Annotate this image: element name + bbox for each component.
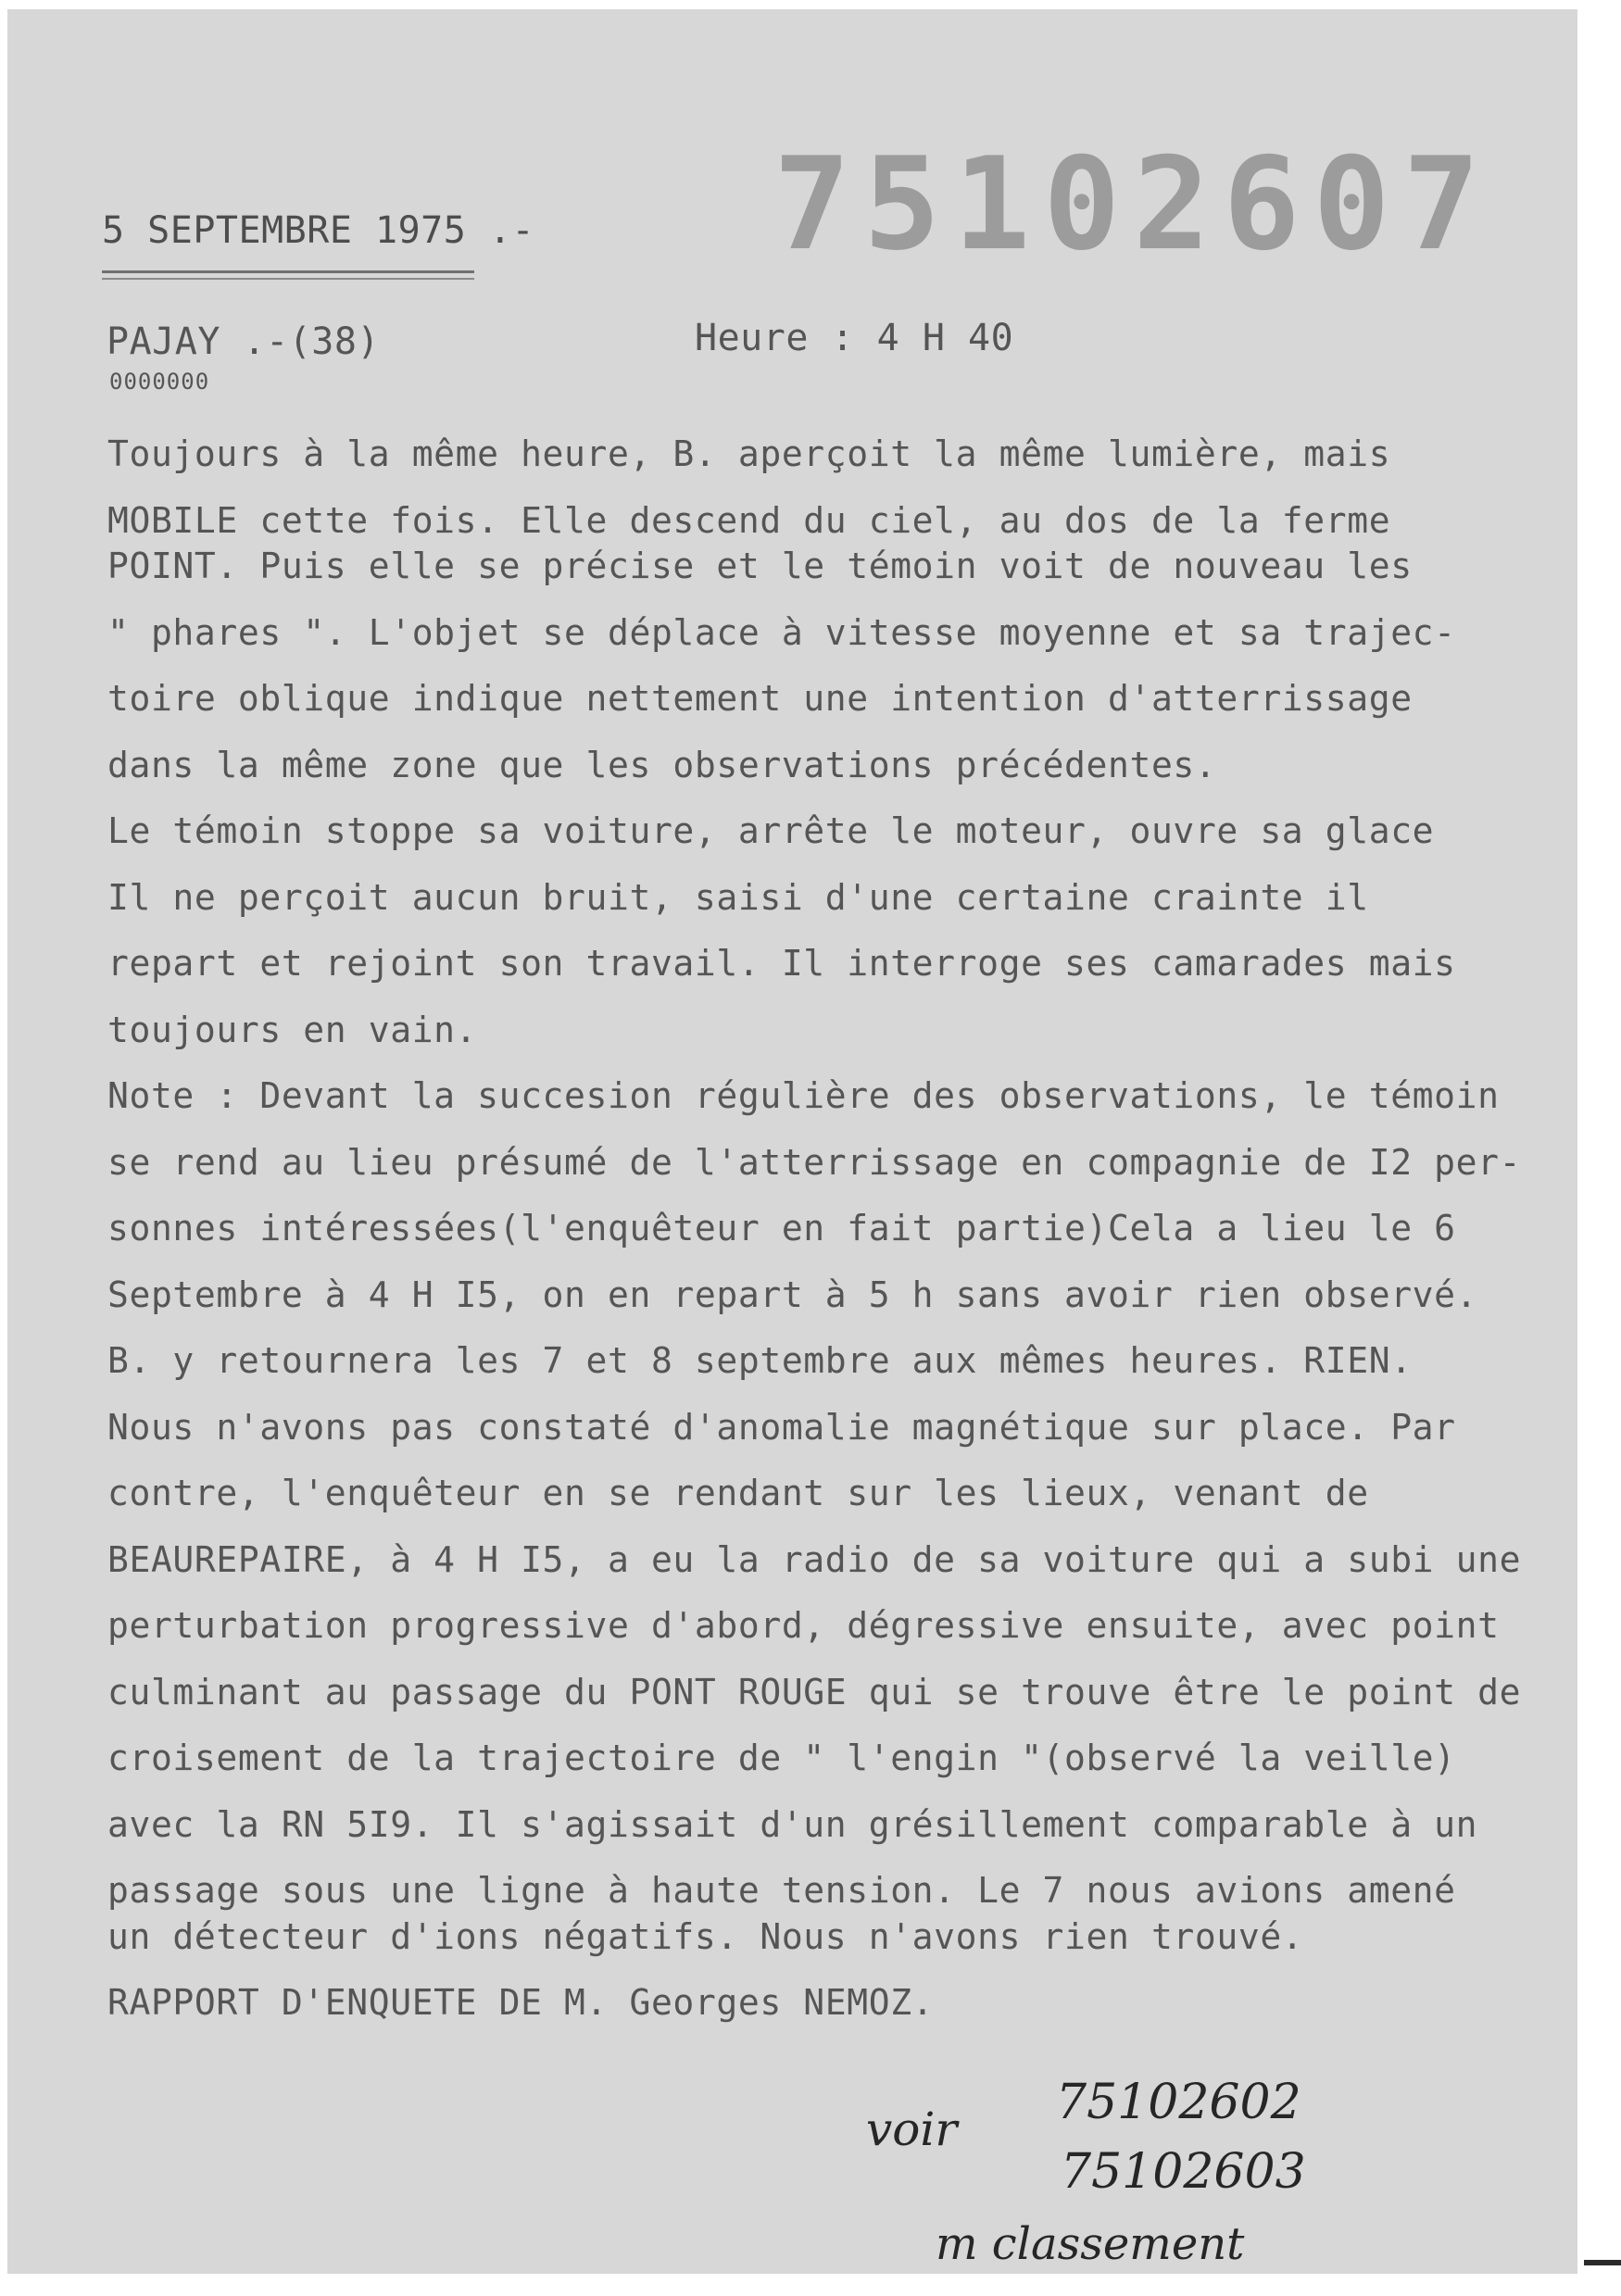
body-line: Septembre à 4 H I5, on en repart à 5 h sans avoir rien observé. (107, 1273, 1478, 1315)
page-margin (1577, 9, 1621, 2296)
body-line: avec la RN 5I9. Il s'agissait d'un grésillement comparable à un (107, 1803, 1478, 1845)
handwritten-reference-2: 75102603 (1061, 2144, 1306, 2200)
body-line: passage sous une ligne à haute tension. Le 7 nous avions amené (107, 1870, 1456, 1911)
corner-mark (1584, 2260, 1621, 2265)
location-underline: 0000000 (109, 369, 210, 395)
body-line: culminant au passage du PONT ROUGE qui se trouve être le point de (107, 1671, 1522, 1713)
body-line: POINT. Puis elle se précise et le témoin voit de nouveau les (107, 546, 1413, 586)
report-body (107, 421, 1534, 2037)
body-line: dans la même zone que les observations précédentes. (107, 744, 1217, 785)
handwritten-classement-note: m classement (936, 2218, 1245, 2270)
time-label: Heure : 4 H 40 (695, 317, 1014, 359)
handwritten-voir: voir (866, 2102, 958, 2156)
body-line: toujours en vain. (107, 1009, 478, 1050)
report-date: 5 SEPTEMBRE 1975 .- (102, 209, 535, 252)
body-line: repart et rejoint son travail. Il interroge ses camarades mais (107, 943, 1456, 984)
body-line: Toujours à la même heure, B. aperçoit la même lumière, mais (107, 433, 1391, 474)
body-line: Le témoin stoppe sa voiture, arrête le moteur, ouvre sa glace (107, 810, 1435, 851)
body-line: toire oblique indique nettement une intention d'atterrissage (107, 678, 1413, 719)
location-label: PAJAY .-(38) (107, 320, 380, 363)
body-line: perturbation progressive d'abord, dégressive ensuite, avec point (107, 1605, 1500, 1646)
report-signature-line: RAPPORT D'ENQUETE DE M. Georges NEMOZ. (107, 1982, 935, 2023)
date-underline-double (102, 278, 474, 280)
body-line: croisement de la trajectoire de " l'engin "(observé la veille) (107, 1738, 1456, 1778)
body-line: Note : Devant la succesion régulière des observations, le témoin (107, 1075, 1500, 1116)
date-underline (102, 270, 474, 273)
body-line: B. y retournera les 7 et 8 septembre aux mêmes heures. RIEN. (107, 1340, 1413, 1381)
body-line: Nous n'avons pas constaté d'anomalie magnétique sur place. Par (107, 1406, 1456, 1448)
body-line: contre, l'enquêteur en se rendant sur les lieux, venant de (107, 1473, 1369, 1513)
body-line: sonnes intéressées(l'enquêteur en fait partie)Cela a lieu le 6 (107, 1208, 1456, 1248)
body-line: se rend au lieu présumé de l'atterrissage en compagnie de I2 per- (107, 1141, 1522, 1183)
body-line: un détecteur d'ions négatifs. Nous n'avons rien trouvé. (107, 1915, 1304, 1957)
record-number-stamp: 75102607 (773, 130, 1493, 279)
body-line: MOBILE cette fois. Elle descend du ciel, au dos de la ferme (107, 499, 1391, 541)
body-line: BEAUREPAIRE, à 4 H I5, a eu la radio de sa voiture qui a subi une (107, 1538, 1522, 1580)
body-line: " phares ". L'objet se déplace à vitesse moyenne et sa trajec- (107, 611, 1456, 653)
handwritten-reference-1: 75102602 (1056, 2075, 1301, 2130)
body-line: Il ne perçoit aucun bruit, saisi d'une certaine crainte il (107, 876, 1369, 918)
